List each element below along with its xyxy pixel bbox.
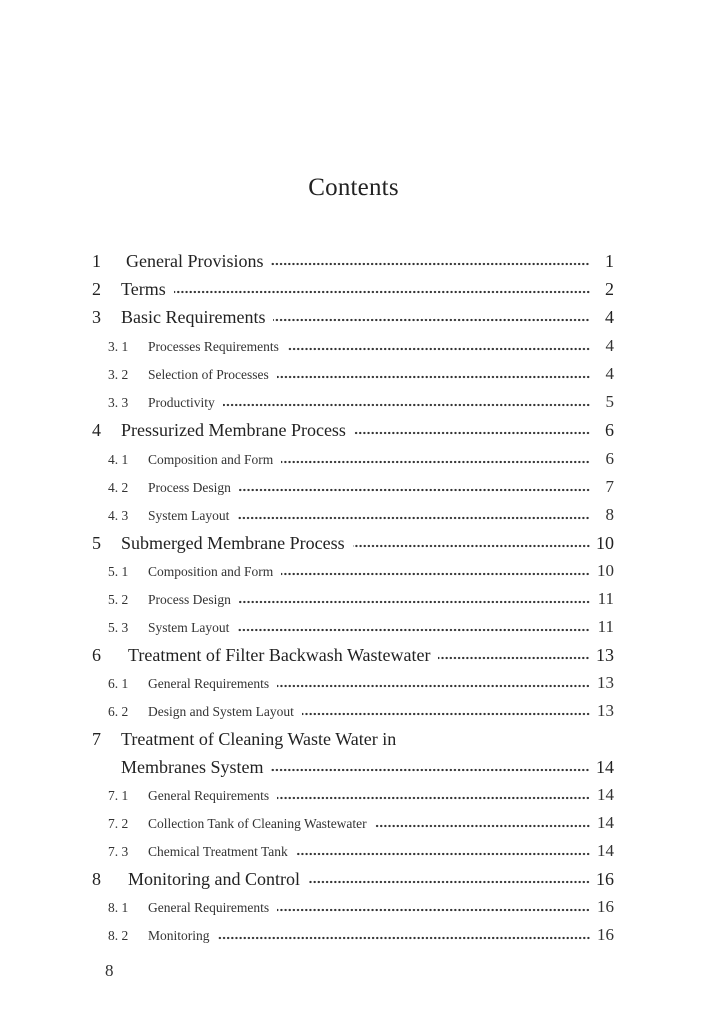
toc-entry-page: 8 — [605, 505, 614, 524]
toc-entry-page: 14 — [597, 785, 614, 804]
toc-entry-page: 2 — [605, 279, 614, 299]
toc-entry-number: 7. 2 — [108, 816, 129, 831]
toc-section-entry[interactable] — [0, 670, 707, 698]
toc-section-entry[interactable] — [0, 586, 707, 614]
toc-entry-number: 3. 1 — [108, 339, 129, 354]
toc-entry-label: Process Design — [148, 480, 237, 496]
toc-entry-label: Productivity — [148, 395, 221, 411]
toc-entry-number: 5. 1 — [108, 564, 129, 579]
dot-leader — [174, 290, 590, 294]
page-number: 8 — [105, 961, 114, 980]
toc-entry-number: 6. 1 — [108, 676, 129, 691]
dot-leader — [353, 544, 590, 548]
toc-entry-label: General Requirements — [148, 676, 275, 692]
toc-section-entry[interactable] — [0, 502, 707, 530]
toc-entry-number: 4. 1 — [108, 452, 129, 467]
dot-leader — [273, 318, 590, 322]
toc-section-entry[interactable] — [0, 361, 707, 389]
toc-entry-label: System Layout — [148, 620, 235, 636]
dot-leader — [277, 796, 590, 800]
toc-entry-number: 4 — [92, 420, 101, 440]
toc-chapter-entry[interactable] — [0, 530, 707, 558]
toc-entry-label: Membranes System — [121, 757, 269, 778]
toc-chapter-entry[interactable] — [0, 866, 707, 894]
toc-entry-label: Design and System Layout — [148, 704, 300, 720]
toc-entry-page: 4 — [605, 336, 614, 355]
dot-leader — [277, 908, 590, 912]
toc-entry-number: 4. 3 — [108, 508, 129, 523]
toc-entry-label: Composition and Form — [148, 452, 279, 468]
toc-entry-number: 3. 3 — [108, 395, 129, 410]
toc-entry-label: Chemical Treatment Tank — [148, 844, 294, 860]
toc-entry-page: 4 — [605, 364, 614, 383]
page-title: Contents — [308, 174, 399, 201]
toc-entry-page: 4 — [605, 307, 614, 327]
toc-entry-page: 16 — [597, 925, 614, 944]
toc-chapter-entry[interactable] — [0, 754, 707, 782]
toc-section-entry[interactable] — [0, 810, 707, 838]
toc-entry-page: 14 — [596, 757, 614, 777]
toc-entry-label: Pressurized Membrane Process — [121, 420, 352, 441]
toc-entry-page: 6 — [605, 449, 614, 468]
toc-entry-page: 14 — [597, 813, 614, 832]
toc-entry-label: General Provisions — [126, 251, 269, 272]
toc-section-entry[interactable] — [0, 333, 707, 361]
toc-entry-number: 4. 2 — [108, 480, 129, 495]
toc-chapter-entry[interactable] — [0, 248, 707, 276]
toc-entry-label: Monitoring and Control — [128, 869, 306, 890]
toc-entry-label: System Layout — [148, 508, 235, 524]
toc-entry-label: Collection Tank of Cleaning Wastewater — [148, 816, 373, 832]
toc-entry-page: 13 — [597, 673, 614, 692]
toc-entry-number: 1 — [92, 251, 101, 271]
dot-leader — [271, 768, 590, 772]
toc-chapter-entry[interactable] — [0, 417, 707, 445]
toc-entry-number: 6. 2 — [108, 704, 129, 719]
toc-section-entry[interactable] — [0, 389, 707, 417]
dot-leader — [354, 431, 590, 435]
dot-leader — [281, 460, 590, 464]
toc-entry-label: Submerged Membrane Process — [121, 533, 351, 554]
toc-chapter-entry[interactable] — [0, 304, 707, 332]
dot-leader — [308, 880, 590, 884]
toc-entry-page: 14 — [597, 841, 614, 860]
toc-entry-number: 8. 2 — [108, 928, 129, 943]
toc-section-entry[interactable] — [0, 614, 707, 642]
toc-entry-label: Terms — [121, 279, 172, 300]
toc-entry-number: 5. 2 — [108, 592, 129, 607]
toc-section-entry[interactable] — [0, 446, 707, 474]
toc-entry-page: 16 — [597, 897, 614, 916]
toc-entry-page: 10 — [597, 561, 614, 580]
toc-entry-number: 8. 1 — [108, 900, 129, 915]
toc-entry-number: 7. 1 — [108, 788, 129, 803]
toc-entry-page: 5 — [605, 392, 614, 411]
toc-section-entry[interactable] — [0, 922, 707, 950]
toc-entry-label: Treatment of Cleaning Waste Water in — [121, 729, 402, 750]
toc-chapter-entry[interactable] — [0, 726, 707, 754]
toc-section-entry[interactable] — [0, 782, 707, 810]
toc-entry-label: Treatment of Filter Backwash Wastewater — [128, 645, 436, 666]
toc-entry-number: 7 — [92, 729, 101, 749]
toc-entry-page: 1 — [605, 251, 614, 271]
toc-entry-number: 5 — [92, 533, 101, 553]
toc-chapter-entry[interactable] — [0, 276, 707, 304]
toc-entry-page: 13 — [597, 701, 614, 720]
dot-leader — [277, 375, 590, 379]
toc-entry-number: 8 — [92, 869, 101, 889]
toc-entry-number: 5. 3 — [108, 620, 129, 635]
dot-leader — [223, 403, 590, 407]
toc-entry-page: 7 — [605, 477, 614, 496]
toc-entry-label: Basic Requirements — [121, 307, 271, 328]
dot-leader — [237, 516, 590, 520]
toc-entry-label: Monitoring — [148, 928, 216, 944]
toc-entry-label: General Requirements — [148, 900, 275, 916]
toc-section-entry[interactable] — [0, 838, 707, 866]
toc-entry-page: 10 — [596, 533, 614, 553]
dot-leader — [375, 824, 590, 828]
toc-entry-page: 13 — [596, 645, 614, 665]
dot-leader — [277, 684, 590, 688]
toc-section-entry[interactable] — [0, 698, 707, 726]
toc-entry-number: 3. 2 — [108, 367, 129, 382]
toc-section-entry[interactable] — [0, 558, 707, 586]
dot-leader — [239, 600, 590, 604]
toc-entry-page: 11 — [597, 617, 614, 636]
dot-leader — [287, 347, 590, 351]
toc-entry-page: 16 — [596, 869, 614, 889]
dot-leader — [302, 712, 590, 716]
toc-entry-number: 2 — [92, 279, 101, 299]
toc-entry-page: 11 — [597, 589, 614, 608]
toc-entry-page: 6 — [605, 420, 614, 440]
toc-section-entry[interactable] — [0, 474, 707, 502]
dot-leader — [438, 656, 590, 660]
dot-leader — [237, 628, 590, 632]
toc-chapter-entry[interactable] — [0, 642, 707, 670]
toc-entry-number: 6 — [92, 645, 101, 665]
toc-entry-label: Process Design — [148, 592, 237, 608]
dot-leader — [239, 488, 590, 492]
toc-entry-label: General Requirements — [148, 788, 275, 804]
toc-section-entry[interactable] — [0, 894, 707, 922]
toc-entry-number: 7. 3 — [108, 844, 129, 859]
dot-leader — [271, 262, 590, 266]
toc-entry-number: 3 — [92, 307, 101, 327]
dot-leader — [296, 852, 590, 856]
toc-entry-label: Composition and Form — [148, 564, 279, 580]
dot-leader — [281, 572, 590, 576]
toc-entry-label: Selection of Processes — [148, 367, 275, 383]
toc-entry-label: Processes Requirements — [148, 339, 285, 355]
dot-leader — [218, 936, 590, 940]
